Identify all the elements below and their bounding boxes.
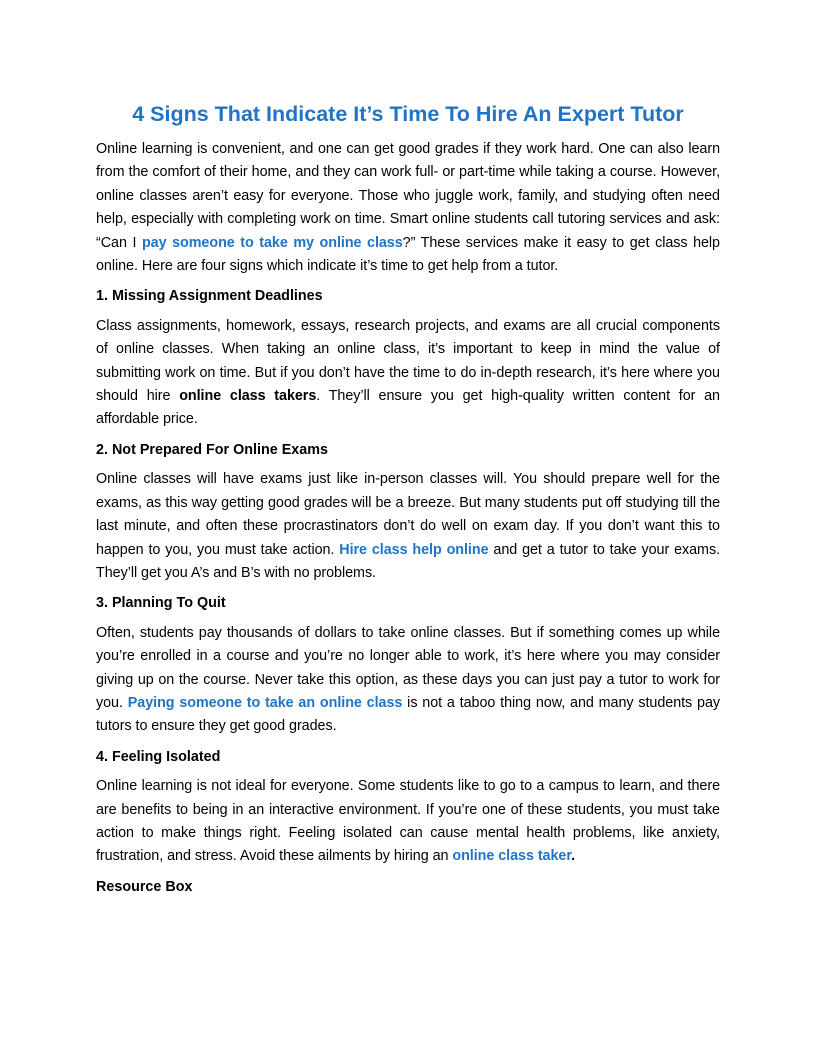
online-class-taker-link[interactable]: online class taker [452,848,572,865]
pay-someone-link[interactable]: pay someone to take my online class [141,234,403,251]
intro-text-2: ?” These services make it easy to get class help online. Here are four signs which indicate it’s time to get help from a tutor. [96,234,720,275]
section-4-heading: 4. Feeling Isolated [96,748,221,765]
section-1-paragraph [96,315,720,432]
section-1-text-2: . They’ll ensure you get high-quality written content for an affordable price. [96,388,720,428]
section-4-text-2: . [571,848,576,865]
intro-paragraph [96,138,720,278]
section-2-text-1: Online classes will have exams just like in-person classes will. You should prepare well for the exams, as this way getting good grades will be a breeze. But many students put off studying till the last minute, and often these procrastinators don’t do well on exam day. If you don’t want this to happen to you, you must take action. [96,471,720,558]
section-1-text-1: Class assignments, homework, essays, research projects, and exams are all crucial components of online classes. When taking an online class, it’s important to keep in mind the value of submitting work on time. But if you don’t have the time to do in-depth research, it’s here where you should hire [96,317,720,405]
section-3-heading: 3. Planning To Quit [96,595,226,612]
section-3-text-2: is not a taboo thing now, and many students pay tutors to ensure they get good grades. [96,694,720,735]
paying-someone-link[interactable]: Paying someone to take an online class [127,694,403,711]
hire-class-help-link[interactable]: Hire class help online [339,541,489,558]
section-2-paragraph [96,468,720,585]
online-class-takers-bold: online class takers [179,388,317,405]
section-2-text-2: and get a tutor to take your exams. They’ll get you A’s and B’s with no problems. [96,541,721,581]
section-2-heading: 2. Not Prepared For Online Exams [96,441,328,458]
page-title: 4 Signs That Indicate It’s Time To Hire An Expert Tutor [132,102,684,126]
document-page [96,100,720,905]
section-4-text-1: Online learning is not ideal for everyone. Some students like to go to a campus to learn, and there are benefits to being in an interactive environment. If you’re one of these students, you must take action to make things right. Feeling isolated can cause mental health problems, like anxiety, frustration, and stress. Avoid these ailments by hiring an [96,778,720,865]
section-3-text-1: Often, students pay thousands of dollars to take online classes. But if something comes up while you’re enrolled in a course and you’re no longer able to work, it’s here where you may consider giving up on the course. Never take this option, as these days you can just pay a tutor to work for you. [96,624,720,711]
section-4-paragraph [96,775,720,869]
section-3-paragraph [96,622,720,739]
resource-box-heading: Resource Box [96,878,193,895]
intro-text-1: Online learning is convenient, and one can get good grades if they work hard. One can also learn from the comfort of their home, and they can work full- or part-time while taking a course. However, online classes aren’t easy for everyone. Those who juggle work, family, and studying often need help, especially with completing work on time. Smart online students call tutoring services and ask: “Can I [96,141,720,251]
section-1-heading: 1. Missing Assignment Deadlines [96,288,323,305]
